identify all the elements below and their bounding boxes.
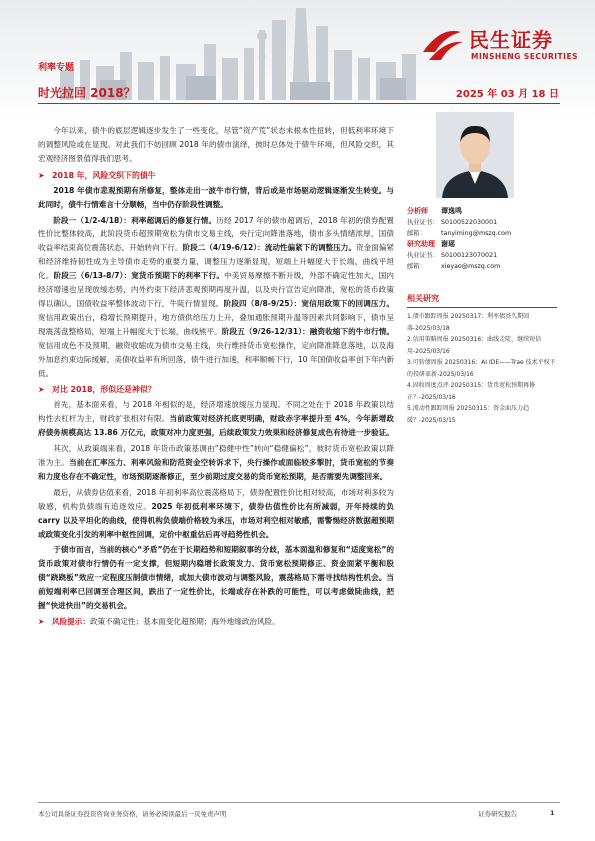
related-research-title: 相关研究 xyxy=(407,293,557,308)
phase-3-heading: 阶段三（6/13-8/7）：宽货币预期下的利率下行。 xyxy=(53,271,225,281)
logo-english-name: MINSHENG SECURITIES xyxy=(471,52,578,61)
section-heading-1 xyxy=(38,168,394,183)
valuation-bold-text: 2025 年初低利率环境下，债券估值性价比有所减弱，开年持续的负 carry 以及平坦化的曲线，使得机构负债端价格较为承压，市场对利空相对敏感，需警惕经济数据超预期或政策变化引发的利率中枢性回调，定价中枢重估后再寻趋势性机会。 xyxy=(38,501,395,539)
phase-1-text: 历经 2017 年的债市超调后，2018 年初的债券配置性价比整体较高，此阶段货币超预期宽松为债市交易主线，央行定向降准落地，债市多头情绪浓厚，国债收益率结束高位震荡状态，开始转向下行。 xyxy=(38,215,394,253)
section-arrow-icon: ➤ xyxy=(38,170,45,180)
email-label: 邮箱： xyxy=(407,230,426,237)
assistant-role: 研究助理 xyxy=(407,240,435,248)
conclusion-bold-text: 于债市而言，当前的核心“矛盾”仍在于长期趋势和短期叙事的分歧，基本面温和修复和“适度宽松”的货币政策对债市行情仍有一定支撑，但短期内稳增长政策发力、货币宽松预期修正、资金面紧平衡和股债“跷跷板”效应一定程度压制债市情绪，或加大债市波动与调整风险，震荡格局下需寻找结构性机会。当前短端利率已回调至合理区间，跌出了一定性价比，长端或存在补跌的可能性，可以考虑做陡曲线，把握“快进快出”的交易机会。 xyxy=(38,545,394,611)
related-research-item[interactable]: 2.信用策略周报 20250316：曲线走陡，继续短信用-2025/03/16 xyxy=(407,336,542,355)
fundamentals-bold-text: 当前政策对经济托底更明确，财政赤字率提升至 4%，今年新增政府债务规模高达 13.86 万亿元，政策对冲力度更强，后续政策发力效果和经济修复成色有待进一步验证。 xyxy=(38,414,394,438)
analyst-name: 谭逸鸣 xyxy=(441,207,462,215)
report-date: 2025 年 03 月 18 日 xyxy=(455,89,559,100)
related-research-item[interactable]: 3.可转债周报 20250316：AI IDE——Trae 技术平权下的投研革新-2025/03/16 xyxy=(407,359,556,378)
logo-chinese-name: 民生证券 xyxy=(469,28,553,52)
related-research-item[interactable]: 4.固收周度点评 20250315：货币宽松预期再修正？-2025/03/16 xyxy=(407,382,536,401)
section-2-title: 对比 2018，形似还是神似？ xyxy=(52,385,156,395)
company-logo xyxy=(419,22,579,66)
section-1-lead-text: 2018 年债市悲观预期有所修复，整体走出一波牛市行情，背后或是市场驱动逻辑逐渐发生转变。与此同时，债牛行情难言十分顺畅，当中仍存阶段性调整。 xyxy=(38,185,394,209)
email-label: 邮箱： xyxy=(407,263,426,270)
related-research-list xyxy=(407,311,557,426)
fundamentals-text: 首先，基本面来看，与 2018 年相似的是，经济增速放缓压力显现。不同之处在于 2018 年政策以结构性去杠杆为主，财政扩张相对有限。 xyxy=(38,400,394,424)
related-research-item[interactable]: 5.流动性跟踪周报 20250315：资金面压力趋缓？-2025/03/15 xyxy=(407,405,530,424)
risk-label: 风险提示： xyxy=(52,617,90,626)
report-series-label: 利率专题 xyxy=(38,63,75,73)
analyst-role: 分析师 xyxy=(407,207,428,215)
report-title: 时光拉回 2018？ xyxy=(38,86,136,100)
risk-warning xyxy=(38,615,394,629)
valuation-text: 最后，从债券估值来看，2018 年初利率高位震荡格局下，债券配置性价比相对较高，市场对利多较为敏感，机构负债端有追逐效应。 xyxy=(38,487,394,511)
report-body xyxy=(38,124,394,629)
analyst-email[interactable]: tanyiming@mszq.com xyxy=(441,230,512,237)
analyst-info xyxy=(407,206,557,272)
analyst-photo xyxy=(436,112,514,198)
analyst-cert-number: S0100522030001 xyxy=(441,219,498,226)
phase-4-text: 宽信用政策出台，稳增长预期提升，地方债供给压力上升，叠加通胀预期升温等因素共同影响下，债市呈现震荡盘整格局，短端上升幅度大于长端，曲线熊平。 xyxy=(38,312,394,336)
footer-disclaimer: 本公司具备证券投资咨询业务资格，请务必阅读最后一页免责声明 xyxy=(38,810,227,818)
cert-label: 执业证书： xyxy=(407,219,439,226)
footer-report-type: 证券研究报告 xyxy=(478,810,517,818)
fundamentals-paragraph xyxy=(38,398,394,440)
cert-label: 执业证书： xyxy=(407,252,439,259)
risk-text: 政策不确定性；基本面变化超预期；海外地缘政治风险。 xyxy=(89,617,280,626)
phase-2-text: 资金面偏紧和经济维持韧性成为主导债市走势的重要力量，调整压力逐渐显现，短端上升幅度大于长端，曲线平坦化。 xyxy=(38,243,394,281)
risk-arrow-icon: ➤ xyxy=(38,617,45,626)
policy-paragraph xyxy=(38,442,394,484)
analyst-portrait-image xyxy=(436,112,514,198)
title-divider xyxy=(38,103,560,104)
intro-paragraph: 今年以来，债牛的底层逻辑逐步发生了一些变化，尽管“资产荒”状态未根本性扭转，但低利率环境下的调整风险或在显现。对此我们不妨回顾 2018 年的债市演绎，彼时总体处于债牛环境，但风险交织，其宏观经济图景值得我们思考。 xyxy=(38,126,394,163)
footer-divider xyxy=(38,802,560,803)
section-arrow-icon: ➤ xyxy=(38,385,45,395)
section-heading-2 xyxy=(38,382,394,397)
conclusion-paragraph xyxy=(38,543,394,613)
policy-bold-text: 当前在汇率压力、利率风险和防范资金空转诉求下，央行操作或面临较多掣肘，货币宽松的节奏和力度也存在不确定性，市场预期逐渐修正，至少前期过度交易的货币宽松预期，是否需要先调整回来。 xyxy=(38,458,395,481)
header-banner xyxy=(0,0,595,120)
assistant-cert-number: S0100123070021 xyxy=(441,252,498,259)
phase-2-heading: 阶段二（4/19-6/12）：流动性偏紧下的调整压力。 xyxy=(182,243,356,253)
phase-3-text: 中美贸易摩擦不断升级，外部不确定性加大，国内经济增速也呈现放缓态势，内外约束下经济悲观预期再度升温，以及央行宣告定向降准，宽松的货币政策得以确认，国债收益率整体波动下行，牛陡行情显现。 xyxy=(38,271,395,308)
assistant-name: 谢瑶 xyxy=(441,240,455,248)
phase-4-heading: 阶段四（8/8-9/25）：宽信用政策下的回调压力。 xyxy=(223,298,394,308)
phase-5-text: 宽信用成色不及预期，融资收缩成为债市交易主线，央行维持货币宽松操作，定向降准降息落地，以及海外加息约束边际缓解，美债收益率有所回落，债牛进行加速，利率顺畅下行，10 年国债收益率创下年内新低。 xyxy=(38,340,394,378)
phase-5-heading: 阶段五（9/26-12/31）：融资收缩下的牛市行情。 xyxy=(221,326,394,336)
section-1-lead xyxy=(38,184,394,212)
related-research-item[interactable]: 1.债市跟踪周报 20250317：利率债基久期回落-2025/03/18 xyxy=(407,313,530,332)
section-1-phases-paragraph xyxy=(38,214,394,381)
assistant-email[interactable]: xieyao@mszq.com xyxy=(441,263,501,270)
section-1-title: 2018 年，风险交织下的债牛 xyxy=(52,170,156,180)
policy-text: 其次，从政策端来看，2018 年货币政策基调由“稳健中性”转向“稳健偏松”，彼时货币宽松政策以降准为主。 xyxy=(38,444,394,468)
valuation-paragraph xyxy=(38,486,394,542)
minsheng-logo-icon xyxy=(419,22,463,66)
phase-1-heading: 阶段一（1/2-4/18）：利率超调后的修复行情。 xyxy=(53,215,217,225)
page-number: 1 xyxy=(550,809,555,817)
